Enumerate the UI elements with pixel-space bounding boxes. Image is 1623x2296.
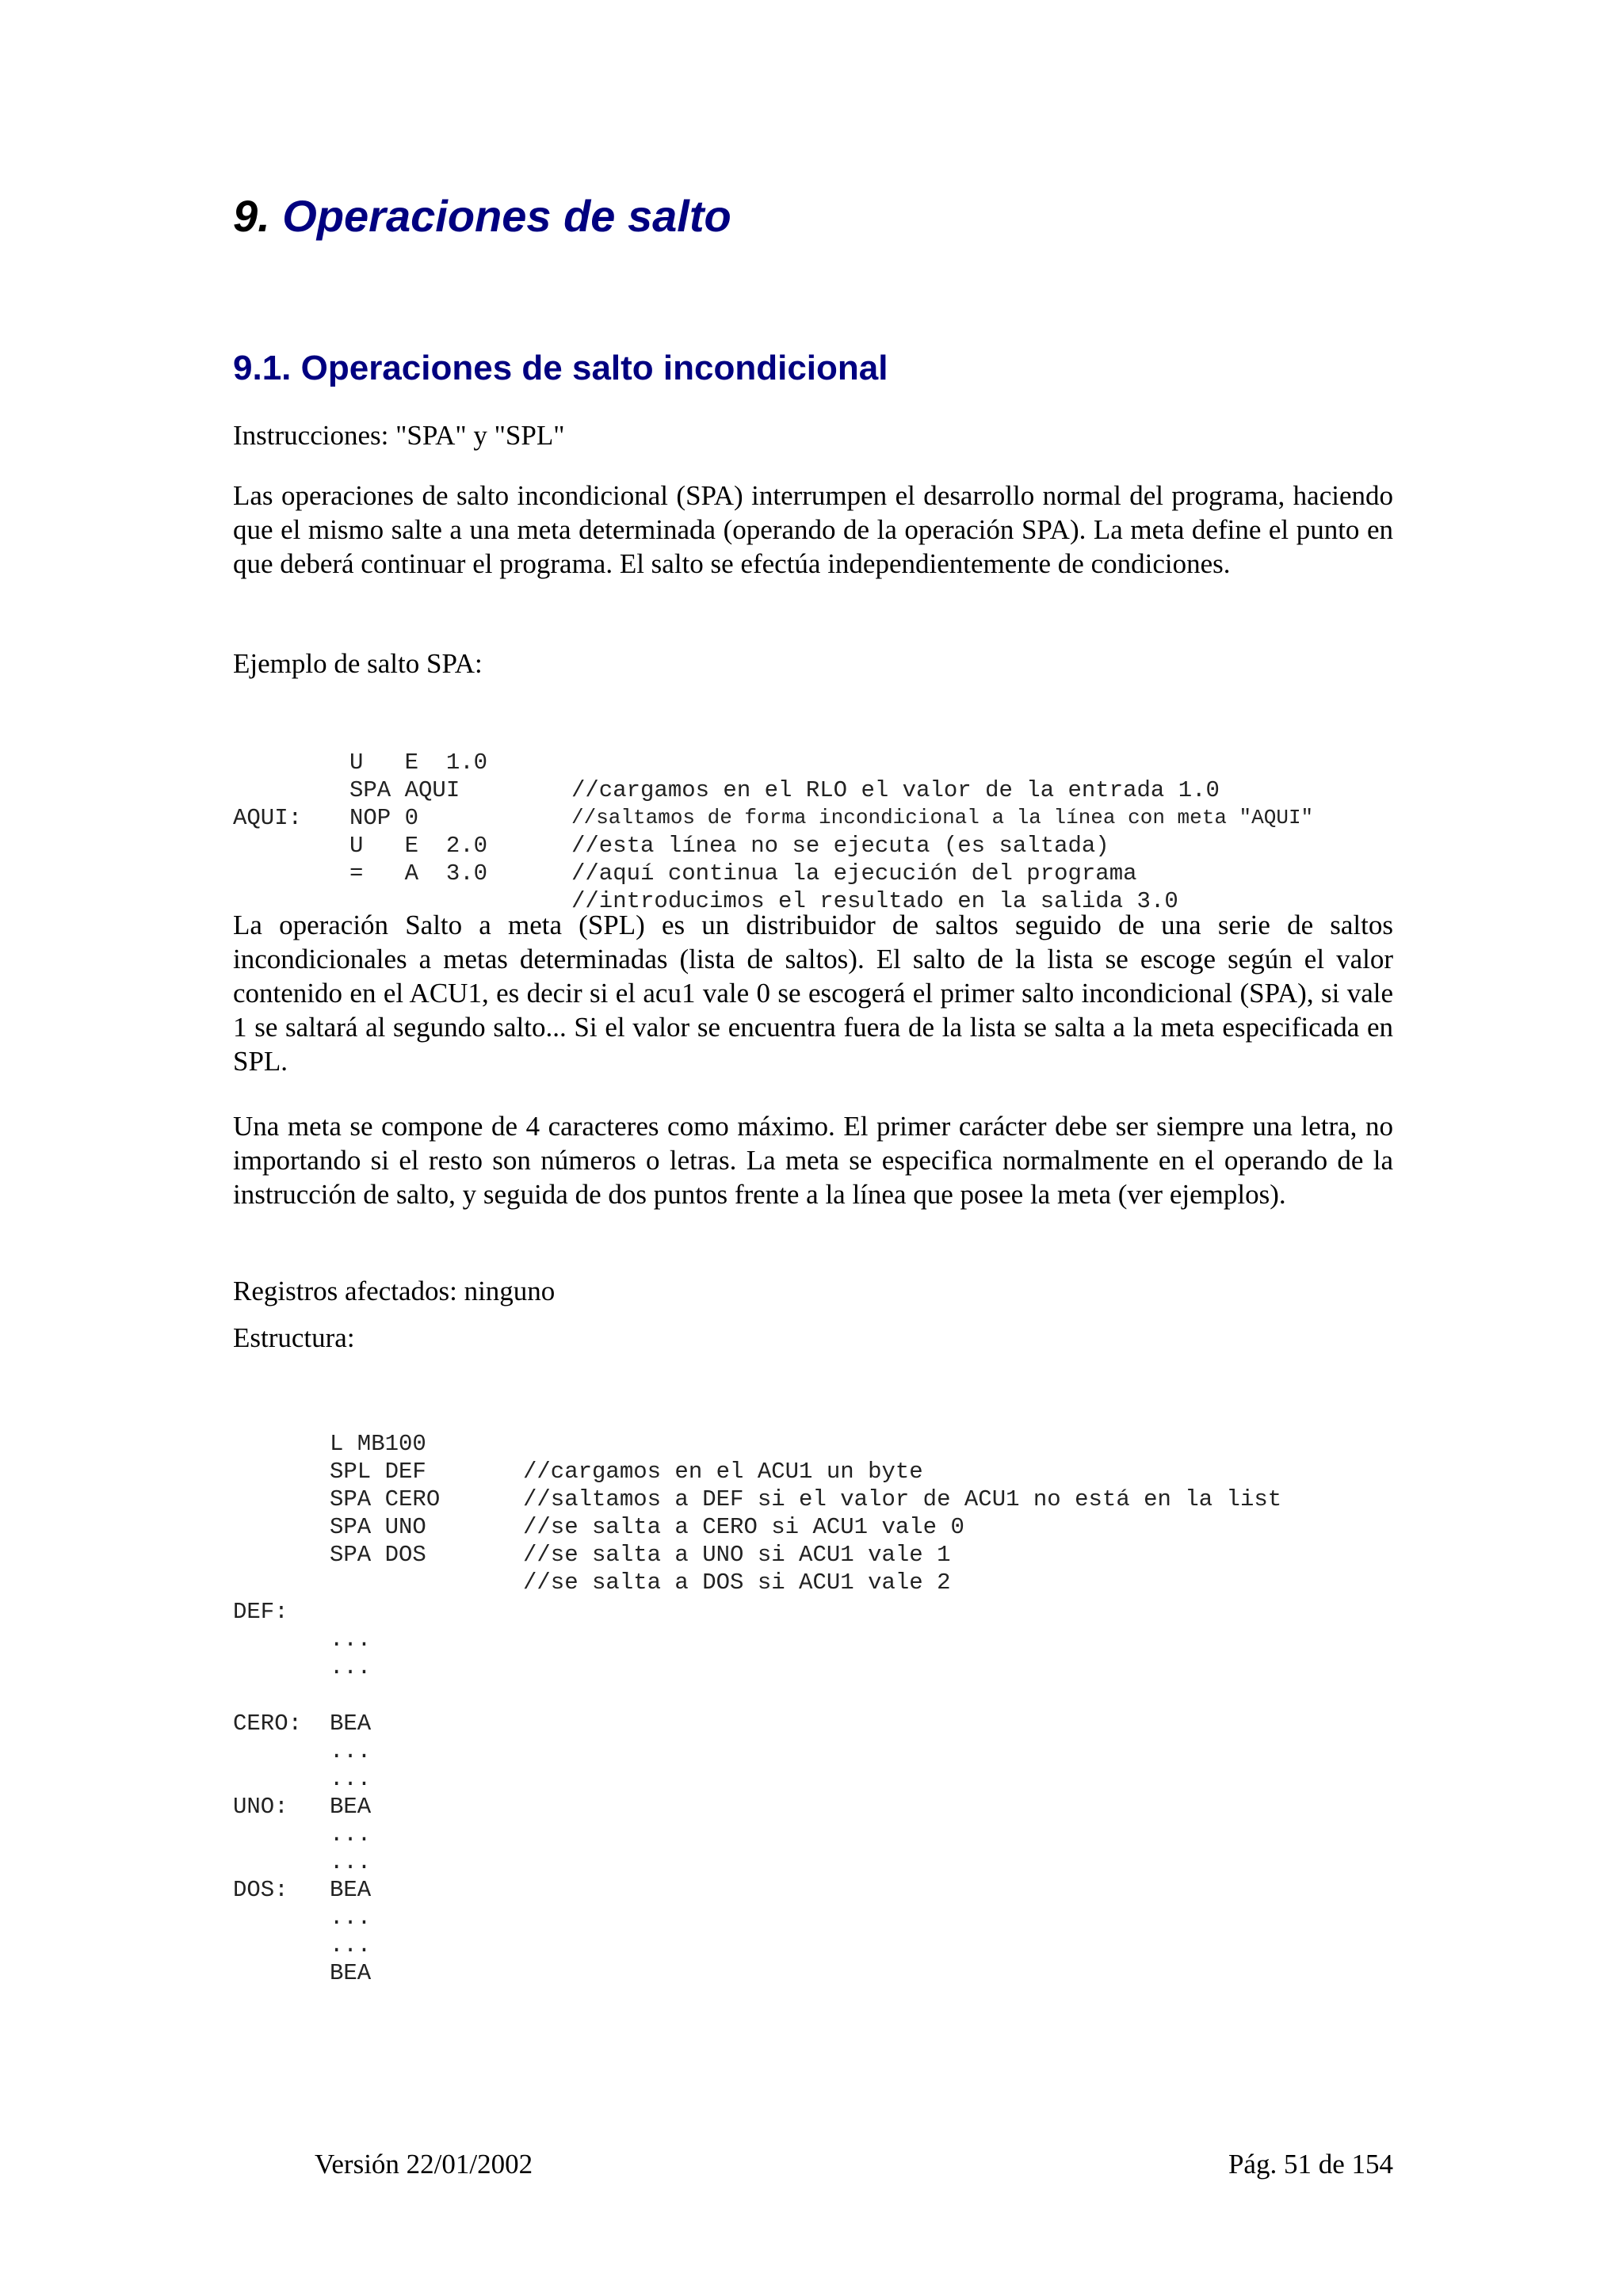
- code-instruction: = A 3.0: [349, 860, 488, 887]
- code-line: [233, 1598, 1501, 1680]
- spl-description-paragraph: La operación Salto a meta (SPL) es un distribuidor de saltos seguido de una serie de saltos incondicionales a metas determinadas (lista de saltos). El salto de la lista se escoge según el valor contenido en el ACU1, es decir si el acu1 vale 0 se escogerá el primer salto incondicional (SPA), si vale 1 se saltará al segundo salto... Si el valor se encuentra fuera de la lista se salta a la meta especificada en SPL.: [233, 910, 1393, 1077]
- code-comment: //introducimos el resultado en la salida 3.0: [571, 888, 1178, 914]
- code-comment: //cargamos en el ACU1 un byte: [523, 1459, 923, 1485]
- structure-code-block: [233, 1402, 1422, 1596]
- example-code-block: [233, 693, 1422, 914]
- code-comment: //saltamos a DEF si el valor de ACU1 no está en la list: [523, 1486, 1282, 1512]
- chapter-title: [233, 190, 731, 242]
- instructions-text: Instrucciones: "SPA" y "SPL": [233, 420, 565, 451]
- code-line: [233, 1793, 1501, 1875]
- chapter-title-text: Operaciones de salto: [282, 191, 731, 241]
- code-label: UNO:: [233, 1794, 288, 1820]
- code-label: DEF:: [233, 1599, 288, 1625]
- intro-paragraph: Las operaciones de salto incondicional (SPA) interrumpen el desarrollo normal del programa, haciendo que el mismo salte a una meta determinada (operando de la operación SPA). La meta define el punto en que deberá continuar el programa. El salto se efectúa independientemente de condiciones.: [233, 480, 1393, 579]
- code-instruction: U E 1.0: [349, 749, 488, 776]
- code-label: AQUI:: [233, 805, 303, 831]
- code-instruction: ...: [330, 1905, 372, 1931]
- code-instruction: ...: [330, 1766, 372, 1792]
- meta-description-paragraph: Una meta se compone de 4 caracteres como máximo. El primer carácter debe ser siempre una letra, no importando si el resto son números o letras. La meta se especifica normalmente en el operando de la instrucción de salto, y seguida de dos puntos frente a la línea que posee la meta (ver ejemplos).: [233, 1111, 1393, 1210]
- footer-version: Versión 22/01/2002: [315, 2149, 533, 2180]
- code-comment: //saltamos de forma incondicional a la línea con meta "AQUI": [571, 806, 1314, 830]
- code-instruction: NOP 0: [349, 805, 419, 831]
- code-instruction: SPL DEF: [330, 1459, 426, 1485]
- code-label: DOS:: [233, 1877, 288, 1903]
- section-title: 9.1. Operaciones de salto incondicional: [233, 349, 888, 387]
- code-instruction: BEA: [330, 1877, 372, 1903]
- code-instruction: BEA: [330, 1960, 372, 1986]
- code-instruction: ...: [330, 1849, 372, 1875]
- code-comment: //se salta a DOS si ACU1 vale 2: [523, 1569, 951, 1596]
- chapter-number: 9.: [233, 191, 270, 241]
- footer-page-number: Pág. 51 de 154: [1228, 2149, 1393, 2180]
- code-instruction: L MB100: [330, 1431, 426, 1457]
- registers-text: Registros afectados: ninguno: [233, 1276, 556, 1306]
- code-comment: //se salta a CERO si ACU1 vale 0: [523, 1514, 964, 1540]
- code-line: [233, 1904, 1501, 1986]
- code-line: [233, 1570, 1501, 1653]
- code-label: CERO:: [233, 1711, 303, 1737]
- code-instruction: BEA: [330, 1794, 372, 1820]
- code-line: [233, 1876, 1501, 1958]
- code-line: [233, 1710, 1501, 1792]
- code-instruction: SPA UNO: [330, 1514, 426, 1540]
- code-comment: //se salta a UNO si ACU1 vale 1: [523, 1542, 951, 1568]
- code-comment: //cargamos en el RLO el valor de la entrada 1.0: [571, 777, 1220, 803]
- code-instruction: SPA DOS: [330, 1542, 426, 1568]
- code-instruction: ...: [330, 1627, 372, 1653]
- structure-targets-block: [233, 1570, 708, 1986]
- structure-label: Estructura:: [233, 1322, 355, 1353]
- code-instruction: ...: [330, 1932, 372, 1958]
- code-comment: //esta línea no se ejecuta (es saltada): [571, 833, 1109, 859]
- code-comment: //aquí continua la ejecución del programa: [571, 860, 1137, 887]
- example-label: Ejemplo de salto SPA:: [233, 648, 483, 679]
- code-instruction: SPA AQUI: [349, 777, 460, 803]
- code-instruction: ...: [330, 1738, 372, 1764]
- code-instruction: ...: [330, 1821, 372, 1848]
- code-instruction: BEA: [330, 1711, 372, 1737]
- code-instruction: U E 2.0: [349, 833, 488, 859]
- code-instruction: ...: [330, 1654, 372, 1680]
- code-instruction: SPA CERO: [330, 1486, 441, 1512]
